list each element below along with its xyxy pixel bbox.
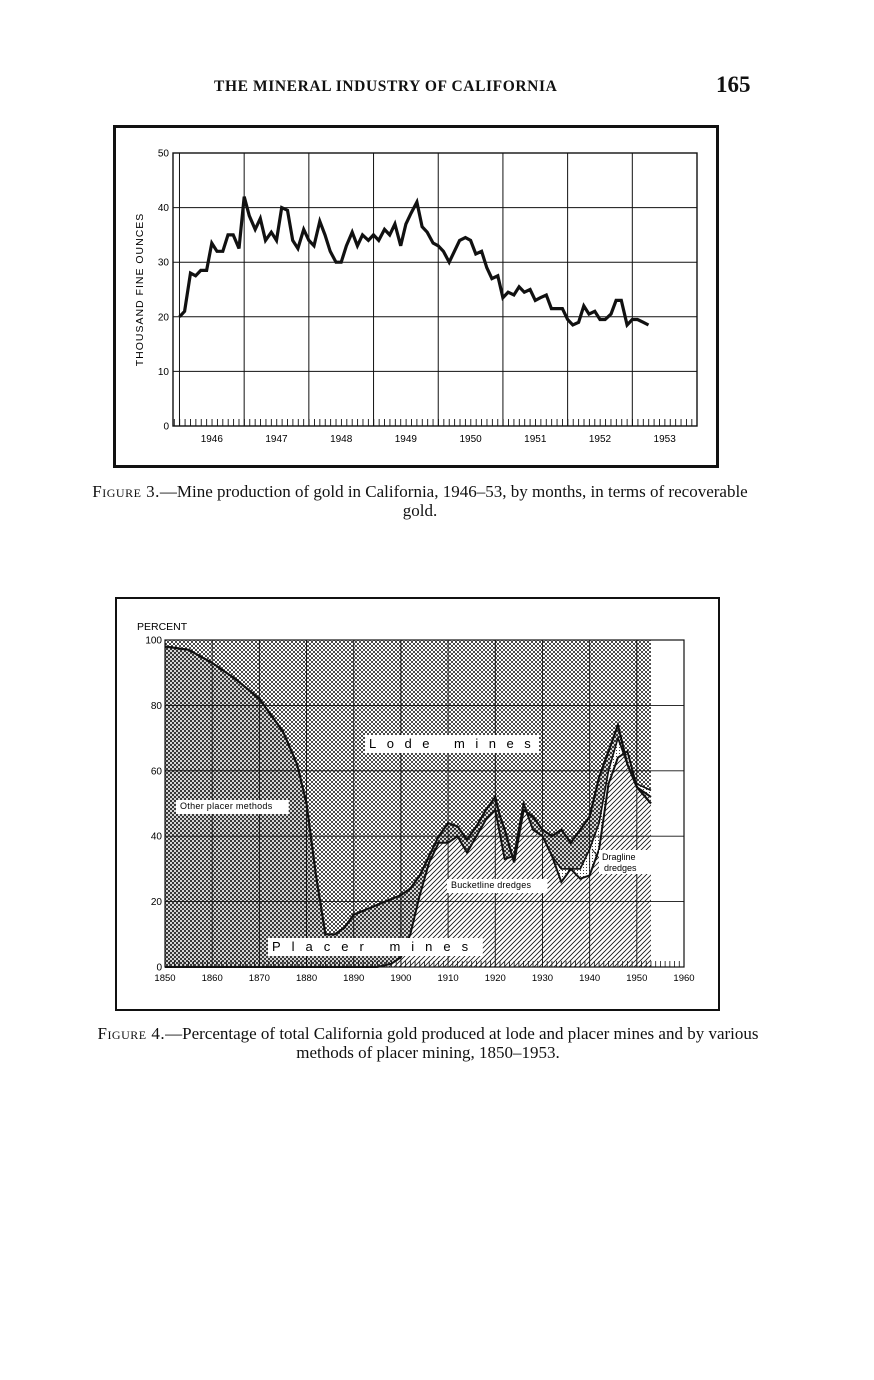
x-tick-label: 1870 bbox=[248, 973, 270, 984]
y-tick-label: 40 bbox=[157, 203, 169, 215]
figure-4-caption bbox=[88, 1024, 768, 1062]
y-tick-label: 40 bbox=[150, 831, 162, 843]
figure-3-caption-text: —Mine production of gold in California, 1946–53, by months, in terms of recoverable gold. bbox=[159, 482, 748, 520]
placer-mines-label: Placer mines bbox=[272, 939, 480, 954]
lode-mines-label: Lode mines bbox=[369, 736, 542, 751]
y-axis-label: THOUSAND FINE OUNCES bbox=[134, 212, 146, 367]
figure-3-frame bbox=[113, 125, 719, 468]
x-tick-label: 1860 bbox=[201, 973, 223, 984]
figure-4-chart bbox=[117, 599, 718, 1009]
x-tick-label: 1960 bbox=[673, 973, 695, 984]
y-tick-label: 50 bbox=[157, 148, 169, 160]
y-axis-label: PERCENT bbox=[137, 621, 188, 633]
x-tick-label: 1948 bbox=[330, 434, 353, 445]
x-tick-label: 1940 bbox=[579, 973, 601, 984]
x-tick-label: 1850 bbox=[154, 973, 176, 984]
x-tick-label: 1947 bbox=[265, 434, 288, 445]
page-number: 165 bbox=[716, 72, 751, 97]
x-tick-label: 1900 bbox=[390, 973, 412, 984]
figure-3-chart bbox=[116, 128, 716, 465]
x-tick-label: 1880 bbox=[295, 973, 318, 984]
x-tick-label: 1952 bbox=[588, 434, 612, 445]
x-tick-label: 1949 bbox=[394, 434, 418, 445]
x-tick-label: 1920 bbox=[484, 973, 506, 984]
figure-4-caption-text: —Percentage of total California gold produced at lode and placer mines and by various methods of placer mining, 1850–1953. bbox=[165, 1024, 759, 1062]
x-tick-label: 1910 bbox=[437, 973, 459, 984]
y-tick-label: 20 bbox=[157, 312, 169, 324]
dragline-dredges-label-2: dredges bbox=[604, 863, 637, 873]
x-tick-label: 1953 bbox=[653, 434, 676, 445]
running-head: THE MINERAL INDUSTRY OF CALIFORNIA bbox=[214, 78, 558, 95]
y-tick-label: 30 bbox=[157, 257, 169, 269]
x-tick-label: 1930 bbox=[531, 973, 554, 984]
x-tick-label: 1950 bbox=[459, 434, 482, 445]
figure-3-caption-label: Figure 3. bbox=[92, 482, 160, 501]
y-tick-label: 10 bbox=[157, 366, 169, 378]
y-tick-label: 100 bbox=[145, 635, 162, 647]
x-tick-label: 1950 bbox=[626, 973, 648, 984]
y-tick-label: 20 bbox=[150, 897, 162, 909]
y-tick-label: 80 bbox=[150, 700, 162, 712]
bucketline-dredges-label: Bucketline dredges bbox=[451, 880, 532, 890]
x-tick-label: 1890 bbox=[343, 973, 365, 984]
y-tick-label: 0 bbox=[156, 962, 162, 974]
y-tick-label: 60 bbox=[150, 766, 162, 778]
figure-4-caption-label: Figure 4. bbox=[97, 1024, 166, 1043]
plot-area-border bbox=[173, 153, 697, 426]
x-tick-label: 1946 bbox=[200, 434, 223, 445]
other-placer-methods-label: Other placer methods bbox=[180, 801, 273, 811]
figure-3-caption bbox=[80, 482, 760, 520]
series-line-gold-production bbox=[180, 197, 649, 325]
figure-4-frame bbox=[115, 597, 720, 1011]
y-tick-label: 0 bbox=[163, 421, 169, 433]
dragline-dredges-label: Dragline bbox=[602, 852, 636, 862]
x-tick-label: 1951 bbox=[524, 434, 547, 445]
